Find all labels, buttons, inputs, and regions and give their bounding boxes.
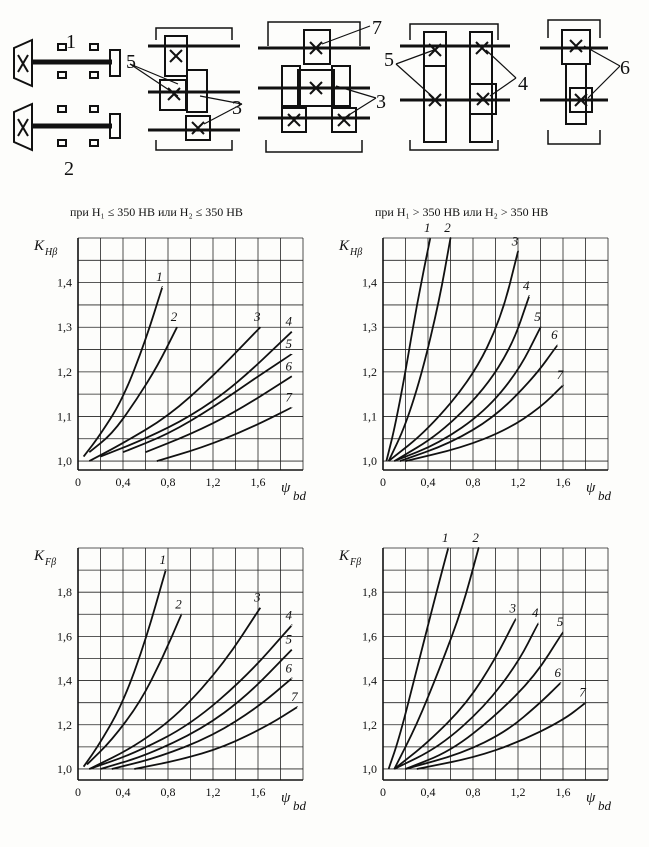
chart1-series-label-3: 3 bbox=[254, 309, 261, 325]
chart3-ytick-label: 1,6 bbox=[57, 629, 72, 644]
chart3-ytick-label: 1,8 bbox=[57, 585, 72, 600]
chart2-ylabel-main: K bbox=[339, 238, 350, 254]
chart1-series-label-6: 6 bbox=[285, 358, 292, 374]
caption-left: при H₁ ≤ 350 HB или H₂ ≤ 350 HB bbox=[70, 205, 243, 219]
chart3-series-label-6: 6 bbox=[285, 660, 292, 676]
chart1-ylabel-main: K bbox=[34, 238, 45, 254]
chart1-series-2 bbox=[89, 327, 177, 452]
chart1-xtick-label: 1,2 bbox=[205, 475, 221, 489]
chart3-ytick-label: 1,2 bbox=[57, 717, 72, 732]
chart4-series-label-5: 5 bbox=[556, 613, 564, 629]
chart1-series-label-1: 1 bbox=[156, 269, 163, 285]
chart3-series-label-2: 2 bbox=[175, 596, 182, 612]
chart1-series-7 bbox=[157, 408, 292, 462]
chart2-series-label-4: 4 bbox=[523, 278, 530, 293]
chart4-ylabel-main: K bbox=[339, 548, 350, 564]
schematic-label-2: 2 bbox=[64, 158, 74, 180]
chart4-xtick-label: 1,6 bbox=[555, 785, 571, 799]
chart4-ytick-label: 1,2 bbox=[362, 717, 377, 732]
chart4-xtick-label: 0 bbox=[380, 785, 386, 799]
chart4-series-label-1: 1 bbox=[442, 530, 449, 545]
chart3-xtick-label: 0,8 bbox=[160, 785, 176, 799]
chart4-ytick-label: 1,8 bbox=[362, 585, 377, 600]
chart4-series-label-3: 3 bbox=[509, 600, 516, 616]
chart2-xtick-label: 0,4 bbox=[420, 475, 436, 489]
chart3-ylabel-main: K bbox=[34, 548, 45, 564]
chart2-xtick-label: 1,6 bbox=[555, 475, 571, 489]
chart4-xtick-label: 0,8 bbox=[465, 785, 481, 799]
chart4-ylabel-sub: Fβ bbox=[350, 557, 362, 568]
chart3-series-1 bbox=[84, 570, 166, 767]
chart2-series-label-2: 2 bbox=[444, 220, 451, 235]
chart4-xlabel-main: ψ bbox=[586, 790, 596, 806]
chart3-series-7 bbox=[134, 707, 297, 769]
chart3-xtick-label: 0 bbox=[75, 785, 81, 799]
chart4-xlabel-sub: bd bbox=[598, 798, 611, 813]
caption-right: при H₁ > 350 HB или H₂ > 350 HB bbox=[375, 205, 549, 219]
chart3-xlabel-sub: bd bbox=[293, 798, 306, 813]
chart2-series-label-5: 5 bbox=[534, 309, 541, 325]
chart1-xtick-label: 0,8 bbox=[160, 475, 176, 489]
chart3-series-5 bbox=[101, 650, 292, 769]
chart2-xtick-label: 0,8 bbox=[465, 475, 481, 489]
chart1-xtick-label: 1,6 bbox=[250, 475, 266, 489]
chart2-series-label-1: 1 bbox=[424, 220, 431, 235]
schematic-label-1: 1 bbox=[66, 31, 76, 53]
schematic-label-6: 6 bbox=[620, 57, 630, 79]
chart3-xtick-label: 1,6 bbox=[250, 785, 266, 799]
schematic-label-5a: 5 bbox=[126, 51, 136, 73]
chart4-xtick-label: 0,4 bbox=[420, 785, 436, 799]
chart4-ytick-label: 1,6 bbox=[362, 629, 377, 644]
chart1-series-label-2: 2 bbox=[170, 309, 178, 325]
chart4-series-label-2: 2 bbox=[472, 530, 479, 545]
chart3-series-label-5: 5 bbox=[285, 631, 292, 647]
chart3-xtick-label: 1,2 bbox=[205, 785, 221, 799]
chart1-xlabel-sub: bd bbox=[293, 488, 306, 503]
chart2-series-label-6: 6 bbox=[551, 327, 558, 343]
chart2-series-label-7: 7 bbox=[556, 367, 564, 383]
chart4-series-label-6: 6 bbox=[554, 664, 561, 680]
schematic-label-3a: 3 bbox=[232, 97, 242, 119]
chart1-series-label-5: 5 bbox=[285, 336, 292, 351]
chart2-ytick-label: 1,1 bbox=[362, 409, 377, 424]
chart2-xlabel-main: ψ bbox=[586, 480, 596, 496]
chart4-series-label-7: 7 bbox=[579, 684, 586, 700]
chart3-ytick-label: 1,4 bbox=[57, 673, 72, 688]
chart4-xtick-label: 1,2 bbox=[510, 785, 526, 799]
chart3-ytick-label: 1,0 bbox=[57, 761, 72, 776]
schematic-label-3b: 3 bbox=[376, 91, 386, 113]
schematic-label-5b: 5 bbox=[384, 49, 394, 71]
chart1-series-label-7: 7 bbox=[285, 389, 292, 405]
chart2-ytick-label: 1,2 bbox=[362, 364, 377, 379]
chart4-series-5 bbox=[406, 632, 564, 769]
chart1-ylabel-sub: Hβ bbox=[45, 247, 58, 258]
chart1-ytick-label: 1,3 bbox=[57, 320, 72, 335]
chart4-ytick-label: 1,0 bbox=[362, 761, 377, 776]
chart2-ytick-label: 1,3 bbox=[362, 320, 377, 335]
schematic-label-4: 4 bbox=[518, 73, 528, 95]
chart3-series-label-1: 1 bbox=[159, 552, 166, 568]
chart1-series-label-4: 4 bbox=[285, 313, 292, 329]
chart3-series-label-7: 7 bbox=[291, 689, 298, 705]
chart1-xtick-label: 0 bbox=[75, 475, 81, 489]
chart2-ytick-label: 1,0 bbox=[362, 454, 377, 469]
chart2-xlabel-sub: bd bbox=[598, 488, 611, 503]
chart3-series-6 bbox=[112, 678, 292, 769]
chart4-ytick-label: 1,4 bbox=[362, 673, 377, 688]
chart3-xtick-label: 0,4 bbox=[115, 785, 131, 799]
chart2-ytick-label: 1,4 bbox=[362, 275, 377, 290]
chart2-ylabel-sub: Hβ bbox=[350, 247, 363, 258]
chart1-ytick-label: 1,2 bbox=[57, 364, 72, 379]
chart4-series-label-4: 4 bbox=[532, 605, 539, 621]
chart2-xtick-label: 1,2 bbox=[510, 475, 526, 489]
schematic-label-7: 7 bbox=[372, 17, 382, 39]
chart2-xtick-label: 0 bbox=[380, 475, 386, 489]
chart3-series-label-4: 4 bbox=[285, 607, 292, 623]
chart3-ylabel-sub: Fβ bbox=[45, 557, 57, 568]
chart1-ytick-label: 1,0 bbox=[57, 454, 72, 469]
chart1-ytick-label: 1,4 bbox=[57, 275, 72, 290]
chart3-series-label-3: 3 bbox=[254, 589, 261, 605]
chart1-xtick-label: 0,4 bbox=[115, 475, 131, 489]
chart3-xlabel-main: ψ bbox=[281, 790, 291, 806]
chart1-xlabel-main: ψ bbox=[281, 480, 291, 496]
chart2-series-label-3: 3 bbox=[511, 233, 519, 249]
chart1-ytick-label: 1,1 bbox=[57, 409, 72, 424]
